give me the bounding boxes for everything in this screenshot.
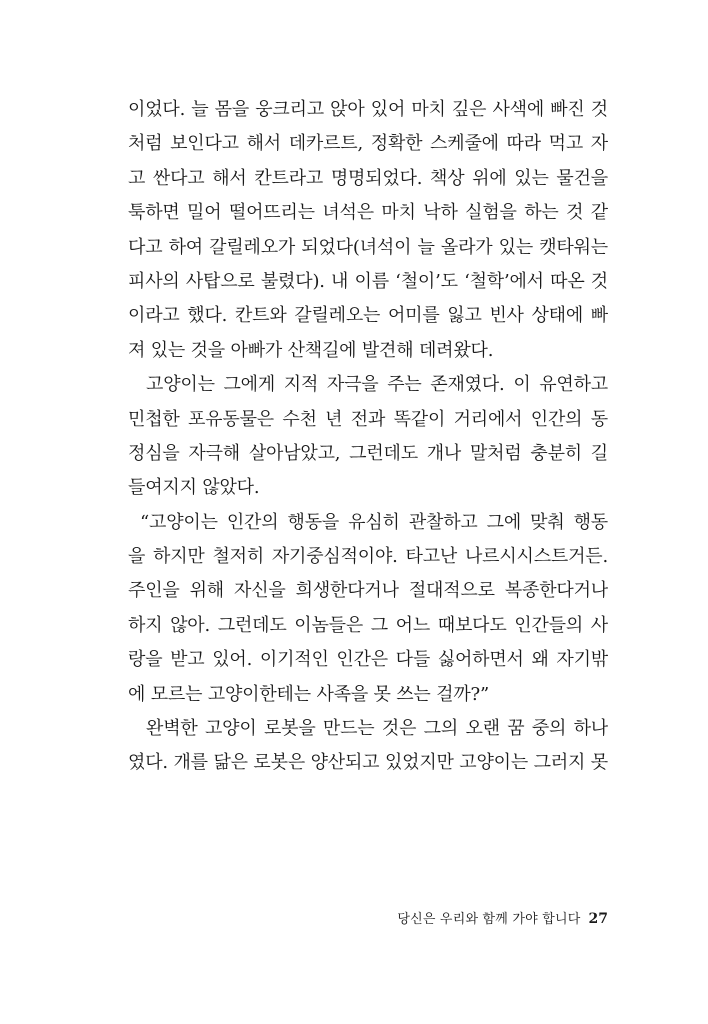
text-line: 였다. 개를 닮은 로봇은 양산되고 있었지만 고양이는 그러지 못 <box>128 752 608 774</box>
text-line: 이라고 했다. 칸트와 갈릴레오는 어미를 잃고 빈사 상태에 빠 <box>128 305 608 327</box>
running-title: 당신은 우리와 함께 가야 합니다 <box>397 912 581 927</box>
page-number: 27 <box>588 911 608 927</box>
body-text <box>128 93 608 781</box>
text-line: 들여지지 않았다. <box>128 477 260 499</box>
text-line: 랑을 받고 있어. 이기적인 인간은 다들 싫어하면서 왜 자기밖 <box>128 649 608 671</box>
text-line: 툭하면 밀어 떨어뜨리는 녀석은 마치 낙하 실험을 하는 것 같 <box>128 202 608 224</box>
text-line: 에 모르는 고양이한테는 사족을 못 쓰는 걸까?” <box>128 683 489 705</box>
paragraph-start-line: 완벽한 고양이 로봇을 만드는 것은 그의 오랜 꿈 중의 하나 <box>146 718 608 740</box>
text-line: 피사의 사탑으로 불렸다). 내 이름 ‘철이’도 ‘철학’에서 따온 것 <box>128 270 608 292</box>
text-line: 하지 않아. 그런데도 이놈들은 그 어느 때보다도 인간들의 사 <box>128 614 608 636</box>
text-line: 져 있는 것을 아빠가 산책길에 발견해 데려왔다. <box>128 339 494 361</box>
text-line: 다고 하여 갈릴레오가 되었다(녀석이 늘 올라가 있는 캣타워는 <box>128 236 608 258</box>
text-line: 처럼 보인다고 해서 데카르트, 정확한 스케줄에 따라 먹고 자 <box>128 133 608 155</box>
page-footer <box>397 909 608 930</box>
text-line: 을 하지만 철저히 자기중심적이야. 타고난 나르시시스트거든. <box>128 546 608 568</box>
quote-start-line: “고양이는 인간의 행동을 유심히 관찰하고 그에 맞춰 행동 <box>140 511 608 533</box>
text-line: 민첩한 포유동물은 수천 년 전과 똑같이 거리에서 인간의 동 <box>128 408 608 430</box>
text-line: 이었다. 늘 몸을 웅크리고 앉아 있어 마치 깊은 사색에 빠진 것 <box>128 99 608 120</box>
text-line: 정심을 자극해 살아남았고, 그런데도 개나 말처럼 충분히 길 <box>128 442 608 464</box>
text-line: 고 싼다고 해서 칸트라고 명명되었다. 책상 위에 있는 물건을 <box>128 167 608 189</box>
paragraph-start-line: 고양이는 그에게 지적 자극을 주는 존재였다. 이 유연하고 <box>146 374 608 396</box>
text-line: 주인을 위해 자신을 희생한다거나 절대적으로 복종한다거나 <box>128 580 608 602</box>
